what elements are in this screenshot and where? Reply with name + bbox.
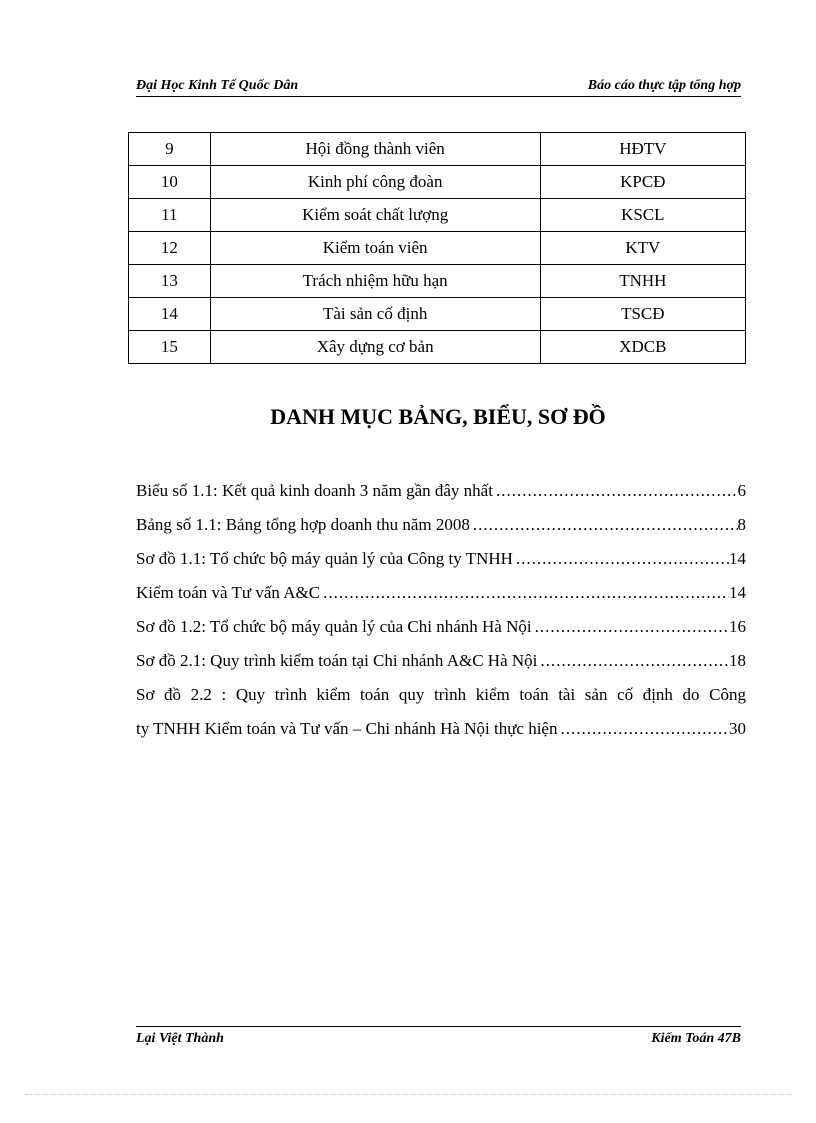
row-term: Kiểm soát chất lượng — [210, 199, 540, 232]
toc-leader — [323, 582, 729, 616]
list-title: DANH MỤC BẢNG, BIỂU, SƠ ĐỒ — [270, 404, 606, 429]
toc-entry[interactable] — [136, 616, 746, 650]
table-row — [129, 199, 746, 232]
row-term: Xây dựng cơ bản — [210, 331, 540, 364]
row-abbreviation: HĐTV — [540, 133, 745, 166]
toc-entry-text: Biểu số 1.1: Kết quả kinh doanh 3 năm gần đây nhất — [136, 481, 493, 500]
toc-entry-text: Sơ đồ 2.2 : Quy trình kiểm toán quy trình kiểm toán tài sản cố định do Công — [136, 685, 746, 704]
toc-leader — [535, 616, 729, 650]
row-number: 13 — [129, 265, 211, 298]
footer-class: Kiểm Toán 47B — [651, 1031, 741, 1046]
table-row — [129, 265, 746, 298]
page-header — [136, 76, 741, 97]
row-term: Hội đồng thành viên — [210, 133, 540, 166]
toc-leader — [496, 480, 738, 514]
toc-entry-text: Sơ đồ 1.1: Tổ chức bộ máy quản lý của Công ty TNHH — [136, 549, 513, 568]
row-term: Trách nhiệm hữu hạn — [210, 265, 540, 298]
row-abbreviation: KTV — [540, 232, 745, 265]
page-footer — [136, 1026, 741, 1049]
toc-leader — [560, 718, 729, 752]
toc-page-number: 14 — [729, 583, 746, 602]
row-abbreviation: TSCĐ — [540, 298, 745, 331]
table-row — [129, 232, 746, 265]
row-term: Kinh phí công đoàn — [210, 166, 540, 199]
toc-entry-text: Kiểm toán và Tư vấn A&C — [136, 583, 321, 602]
row-abbreviation: XDCB — [540, 331, 745, 364]
toc-entry[interactable] — [136, 650, 746, 684]
row-term: Kiểm toán viên — [210, 232, 540, 265]
toc-entry-text: ty TNHH Kiểm toán và Tư vấn – Chi nhánh Hà Nội thực hiện — [136, 719, 558, 738]
toc-entry-text: Bảng số 1.1: Bảng tổng hợp doanh thu năm 2008 — [136, 515, 470, 534]
page-bottom-divider — [26, 1094, 792, 1095]
row-term: Tài sản cố định — [210, 298, 540, 331]
header-university: Đại Học Kinh Tế Quốc Dân — [136, 78, 299, 93]
table-row — [129, 166, 746, 199]
row-abbreviation: TNHH — [540, 265, 745, 298]
toc-leader — [473, 514, 738, 548]
table-row — [129, 298, 746, 331]
row-number: 14 — [129, 298, 211, 331]
toc-leader — [540, 650, 729, 684]
row-number: 15 — [129, 331, 211, 364]
toc-page-number: 6 — [737, 481, 746, 500]
row-number: 12 — [129, 232, 211, 265]
row-number: 11 — [129, 199, 211, 232]
toc-entry[interactable] — [136, 548, 746, 582]
row-number: 9 — [129, 133, 211, 166]
table-row — [129, 133, 746, 166]
toc-page-number: 14 — [729, 549, 746, 568]
toc-entry[interactable] — [136, 514, 746, 548]
toc-entry-text: Sơ đồ 2.1: Quy trình kiểm toán tại Chi nhánh A&C Hà Nội — [136, 651, 538, 670]
toc-entry[interactable] — [136, 480, 746, 514]
footer-author: Lại Việt Thành — [136, 1031, 224, 1046]
toc-page-number: 18 — [729, 651, 746, 670]
row-abbreviation: KSCL — [540, 199, 745, 232]
toc-entry-text: Sơ đồ 1.2: Tổ chức bộ máy quản lý của Chi nhánh Hà Nội — [136, 617, 532, 636]
toc-page-number: 8 — [737, 515, 746, 534]
table-of-figures — [136, 480, 746, 752]
row-abbreviation: KPCĐ — [540, 166, 745, 199]
toc-leader — [516, 548, 729, 582]
toc-page-number: 16 — [729, 617, 746, 636]
row-number: 10 — [129, 166, 211, 199]
abbreviation-table — [128, 132, 746, 364]
table-row — [129, 331, 746, 364]
toc-entry-continuation[interactable] — [136, 718, 746, 752]
toc-entry[interactable] — [136, 684, 746, 718]
header-report-title: Báo cáo thực tập tổng hợp — [587, 78, 741, 93]
toc-entry[interactable] — [136, 582, 746, 616]
toc-page-number: 30 — [729, 719, 746, 738]
